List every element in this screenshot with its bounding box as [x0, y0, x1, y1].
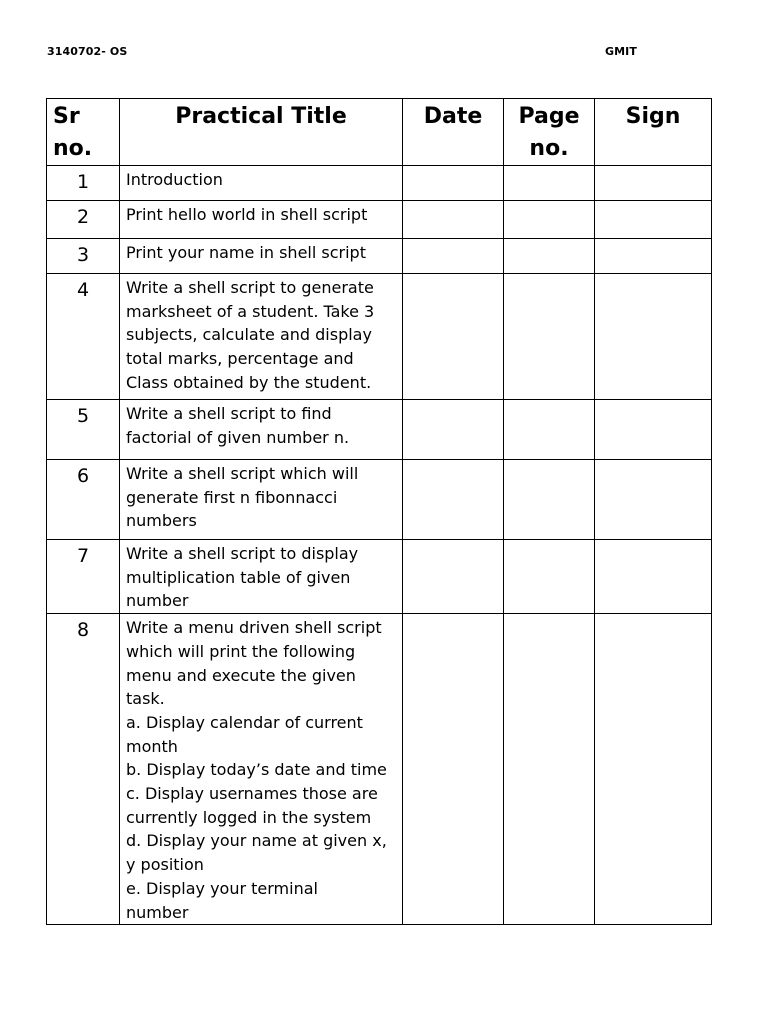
page-no-cell	[504, 166, 595, 201]
title-line: multiplication table of given	[126, 567, 351, 587]
header-row	[47, 99, 712, 166]
title-line: Write a shell script to generate	[126, 278, 374, 297]
date-cell	[403, 400, 504, 460]
institute-name: GMIT	[605, 45, 637, 58]
title-line: Print your name in shell script	[126, 243, 366, 262]
title-line: Write a shell script to find	[126, 404, 332, 423]
title-line: Write a shell script which will	[126, 464, 359, 483]
date-cell	[403, 540, 504, 614]
title-line: c. Display usernames those are	[126, 784, 378, 804]
practical-title-cell	[120, 239, 403, 274]
title-line: b. Display today’s date and time	[126, 760, 387, 780]
col-header-sr-no: Sr no.	[47, 99, 120, 166]
sr-no-cell: 6	[47, 460, 120, 540]
title-line: marksheet of a student. Take 3	[126, 301, 375, 321]
date-cell	[403, 614, 504, 925]
col-header-practical-title: Practical Title	[120, 99, 403, 166]
sign-cell	[595, 460, 712, 540]
page-no-cell	[504, 540, 595, 614]
title-line: subjects, calculate and display	[126, 325, 372, 345]
sign-cell	[595, 239, 712, 274]
table-row	[47, 201, 712, 239]
page-no-cell	[504, 614, 595, 925]
page-no-cell	[504, 201, 595, 239]
title-line: total marks, percentage and	[126, 349, 354, 369]
sr-no-cell: 8	[47, 614, 120, 925]
col-header-page-no: Page no.	[504, 99, 595, 166]
course-code: 3140702- OS	[47, 45, 128, 58]
title-line: Class obtained by the student.	[126, 372, 372, 392]
page-no-cell	[504, 400, 595, 460]
title-line: number	[126, 591, 189, 611]
title-line: Introduction	[126, 170, 223, 189]
practical-title-cell	[120, 400, 403, 460]
sr-no-cell: 7	[47, 540, 120, 614]
sr-no-cell: 1	[47, 166, 120, 201]
title-line: Print hello world in shell script	[126, 205, 368, 224]
title-line: generate first n fibonnacci	[126, 487, 338, 507]
date-cell	[403, 239, 504, 274]
practical-title-cell	[120, 540, 403, 614]
sign-cell	[595, 400, 712, 460]
date-cell	[403, 201, 504, 239]
practical-title-cell	[120, 614, 403, 925]
page-no-cell	[504, 274, 595, 400]
title-line: number	[126, 902, 189, 922]
page-no-cell	[504, 239, 595, 274]
sign-cell	[595, 274, 712, 400]
title-line: Write a menu driven shell script	[126, 618, 382, 638]
title-line: e. Display your terminal	[126, 878, 318, 898]
date-cell	[403, 166, 504, 201]
table-row	[47, 460, 712, 540]
sign-cell	[595, 166, 712, 201]
practical-title-cell	[120, 460, 403, 540]
title-line: a. Display calendar of current	[126, 712, 363, 732]
practical-title-cell	[120, 201, 403, 239]
col-header-sign: Sign	[595, 99, 712, 166]
practical-index-table	[46, 98, 712, 925]
title-line: d. Display your name at given x,	[126, 831, 387, 851]
title-line: currently logged in the system	[126, 807, 372, 827]
title-line: Write a shell script to display	[126, 544, 359, 563]
practical-title-cell	[120, 166, 403, 201]
sign-cell	[595, 201, 712, 239]
table-row	[47, 239, 712, 274]
sr-no-cell: 3	[47, 239, 120, 274]
sign-cell	[595, 540, 712, 614]
table-row	[47, 166, 712, 201]
sr-no-cell: 2	[47, 201, 120, 239]
col-header-date: Date	[403, 99, 504, 166]
table-row	[47, 400, 712, 460]
sign-cell	[595, 614, 712, 925]
page-no-cell	[504, 460, 595, 540]
title-line: task.	[126, 689, 165, 709]
sr-no-cell: 5	[47, 400, 120, 460]
title-line: which will print the following	[126, 641, 356, 661]
date-cell	[403, 460, 504, 540]
table-row	[47, 614, 712, 925]
table-row	[47, 540, 712, 614]
date-cell	[403, 274, 504, 400]
title-line: numbers	[126, 511, 197, 531]
sr-no-cell: 4	[47, 274, 120, 400]
title-line: factorial of given number n.	[126, 427, 350, 447]
table-row	[47, 274, 712, 400]
title-line: month	[126, 736, 178, 756]
title-line: y position	[126, 855, 204, 875]
title-line: menu and execute the given	[126, 665, 356, 685]
practical-title-cell	[120, 274, 403, 400]
